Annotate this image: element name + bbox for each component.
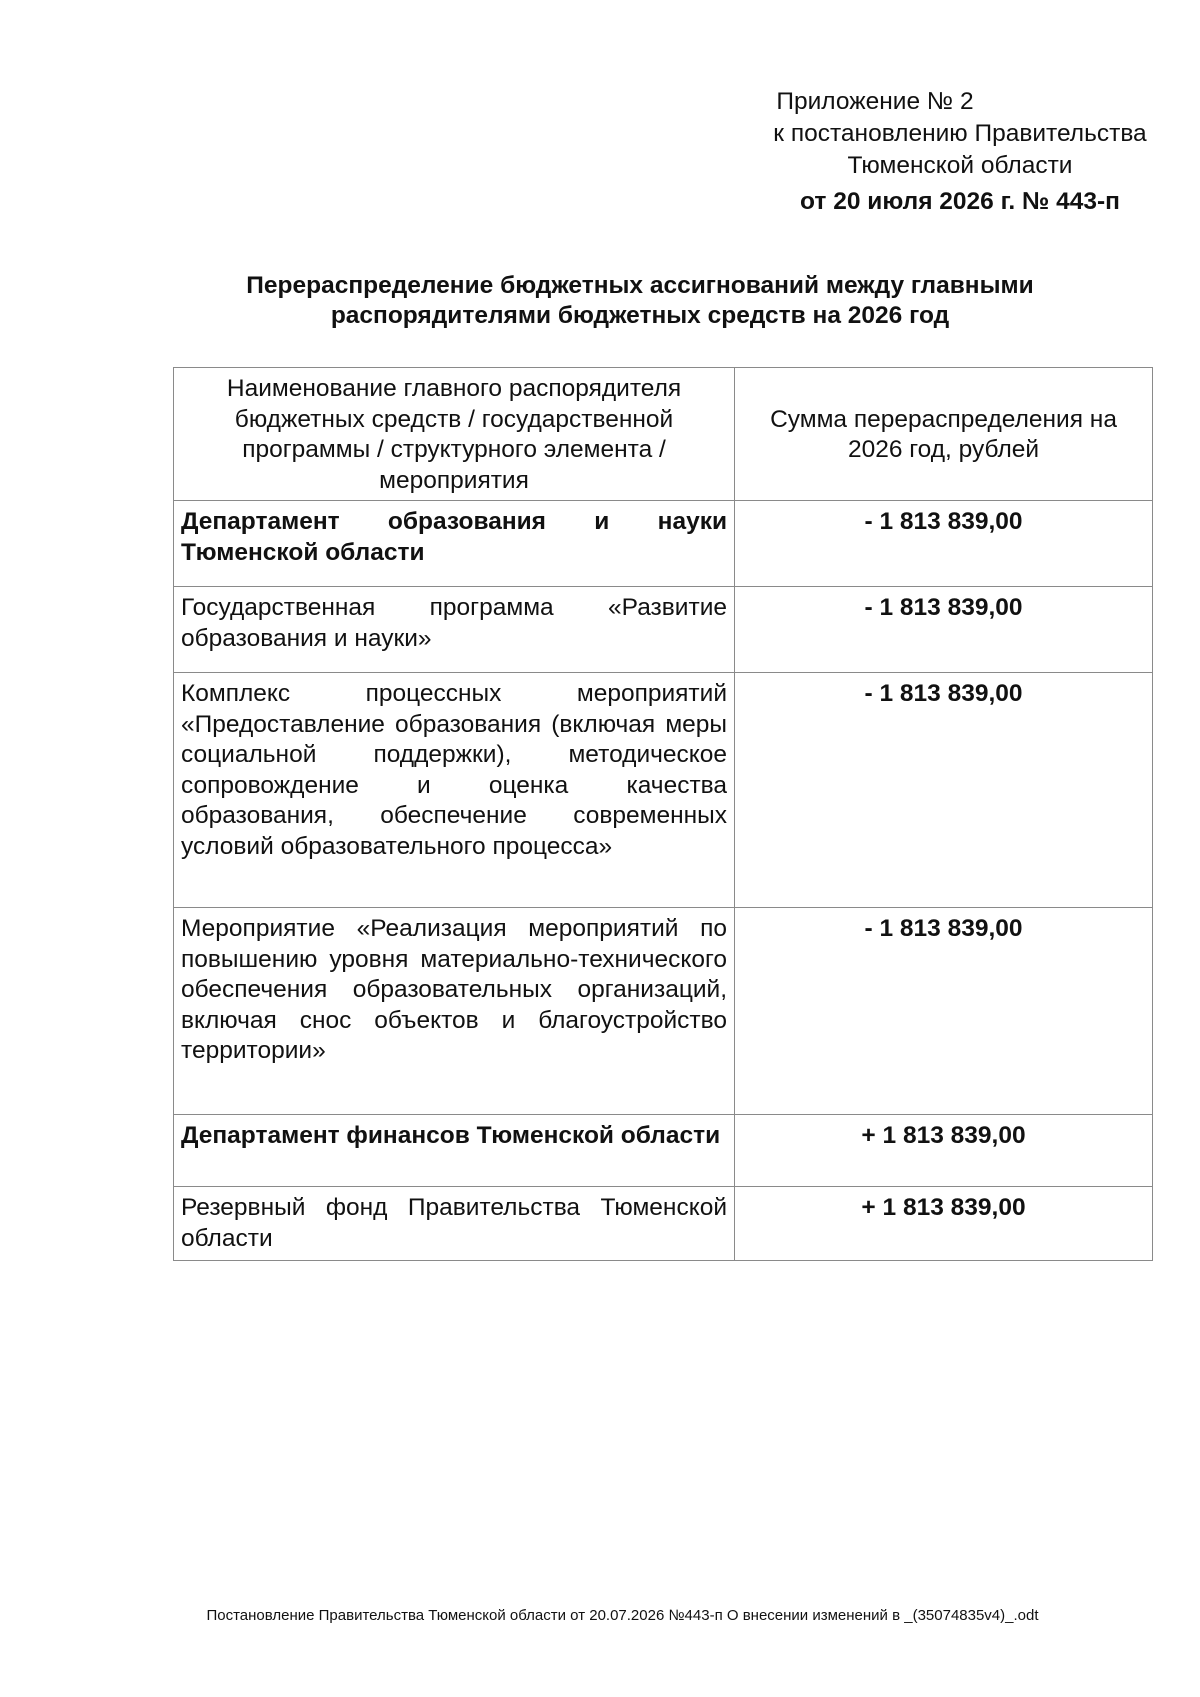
row-name: Мероприятие «Реализация мероприятий по повышению уровня материально-технического обеспечения образовательных организаций, включая снос объектов и благоустройство территории» <box>174 908 735 1115</box>
row-name: Департамент образования и науки Тюменской области <box>174 501 735 587</box>
table-row <box>174 587 1153 673</box>
header-name-column: Наименование главного распорядителя бюджетных средств / государственной программы / структурного элемента / мероприятия <box>174 368 735 501</box>
table-row <box>174 908 1153 1115</box>
appendix-block <box>700 86 1200 218</box>
table-row <box>174 673 1153 908</box>
row-sum: + 1 813 839,00 <box>735 1187 1153 1261</box>
appendix-reference: к постановлению Правительства <box>773 120 1147 147</box>
table-header-row <box>174 368 1153 501</box>
table-row <box>174 501 1153 587</box>
appendix-region: Тюменской области <box>847 152 1073 179</box>
title-line-2: распорядителями бюджетных средств на 2026 год <box>330 302 950 329</box>
table-row <box>174 1187 1153 1261</box>
row-sum: - 1 813 839,00 <box>735 908 1153 1115</box>
appendix-date-number: от 20 июля 2026 г. № 443-п <box>800 188 1120 215</box>
row-name: Резервный фонд Правительства Тюменской области <box>174 1187 735 1261</box>
reallocation-table <box>173 367 1153 1261</box>
header-sum-column: Сумма перераспределения на 2026 год, рублей <box>735 368 1153 501</box>
row-sum: - 1 813 839,00 <box>735 501 1153 587</box>
row-name: Департамент финансов Тюменской области <box>174 1115 735 1187</box>
row-sum: - 1 813 839,00 <box>735 587 1153 673</box>
row-name: Государственная программа «Развитие образования и науки» <box>174 587 735 673</box>
appendix-number: Приложение № 2 <box>776 88 974 115</box>
page-footer: Постановление Правительства Тюменской области от 20.07.2026 №443-п О внесении изменений в _(35074835v4)_.odt <box>206 1607 1039 1624</box>
table-row <box>174 1115 1153 1187</box>
document-title <box>180 271 1100 331</box>
row-name: Комплекс процессных мероприятий «Предоставление образования (включая меры социальной поддержки), методическое сопровождение и оценка качества образования, обеспечение современных условий образовательного процесса» <box>174 673 735 908</box>
row-sum: + 1 813 839,00 <box>735 1115 1153 1187</box>
title-line-1: Перераспределение бюджетных ассигнований между главными <box>246 272 1034 299</box>
row-sum: - 1 813 839,00 <box>735 673 1153 908</box>
